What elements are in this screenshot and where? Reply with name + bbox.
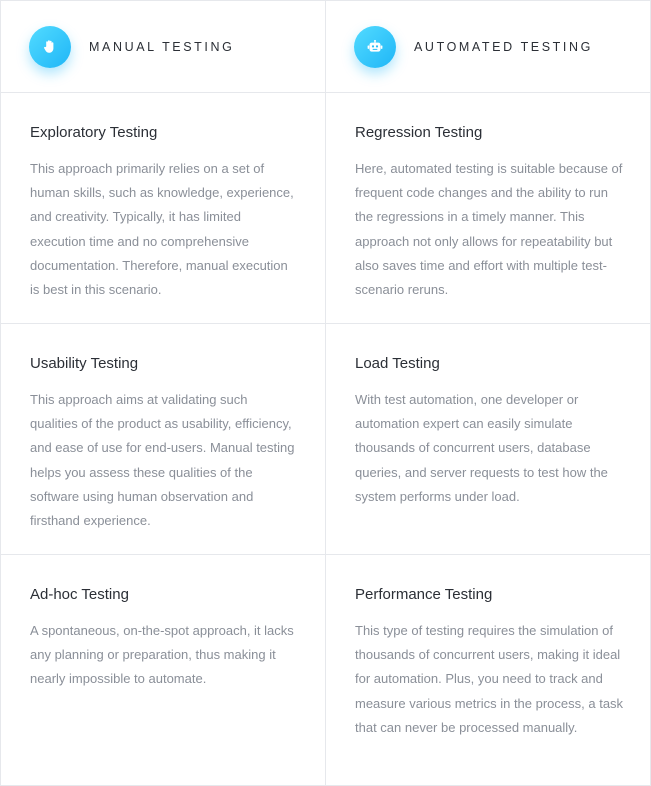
automated-testing-label: AUTOMATED TESTING — [414, 39, 593, 54]
load-testing-description: With test automation, one developer or automation expert can easily simulate thousands of concurrent users, database queries, and server requests to test how the system performs under load. — [355, 392, 608, 504]
ad-hoc-testing-cell — [1, 555, 326, 786]
ad-hoc-testing-title: Ad-hoc Testing — [30, 586, 129, 603]
load-testing-cell — [326, 324, 651, 555]
performance-testing-cell — [326, 555, 651, 786]
regression-testing-title: Regression Testing — [355, 124, 483, 141]
manual-testing-label: MANUAL TESTING — [89, 39, 235, 54]
load-testing-title: Load Testing — [355, 355, 440, 372]
regression-testing-cell — [326, 93, 651, 324]
regression-testing-description: Here, automated testing is suitable because of frequent code changes and the ability to run the regressions in a timely manner. This approach not only allows for repeatability but also saves time and effort with multiple test-scenario reruns. — [355, 161, 623, 298]
ad-hoc-testing-description: A spontaneous, on-the-spot approach, it lacks any planning or preparation, thus making it nearly impossible to automate. — [30, 623, 294, 687]
automated-testing-header — [326, 1, 651, 93]
robot-icon — [354, 26, 396, 68]
manual-testing-header — [1, 1, 326, 93]
performance-testing-title: Performance Testing — [355, 586, 493, 603]
exploratory-testing-cell — [1, 93, 326, 324]
exploratory-testing-description: This approach primarily relies on a set of human skills, such as knowledge, experience, and creativity. Typically, it has limited execution time and no comprehensive documentation. Therefore, manual execution is best in this scenario. — [30, 161, 294, 298]
hand-icon — [29, 26, 71, 68]
exploratory-testing-title: Exploratory Testing — [30, 124, 158, 141]
usability-testing-description: This approach aims at validating such qualities of the product as usability, efficiency, and ease of use for end-users. Manual testing helps you assess these qualities of the software using human observation and firsthand experience. — [30, 392, 295, 529]
usability-testing-title: Usability Testing — [30, 355, 139, 372]
usability-testing-cell — [1, 324, 326, 555]
performance-testing-description: This type of testing requires the simulation of thousands of concurrent users, making it ideal for automation. Plus, you need to track and measure various metrics in the process, a task that can never be processed manually. — [355, 623, 624, 735]
